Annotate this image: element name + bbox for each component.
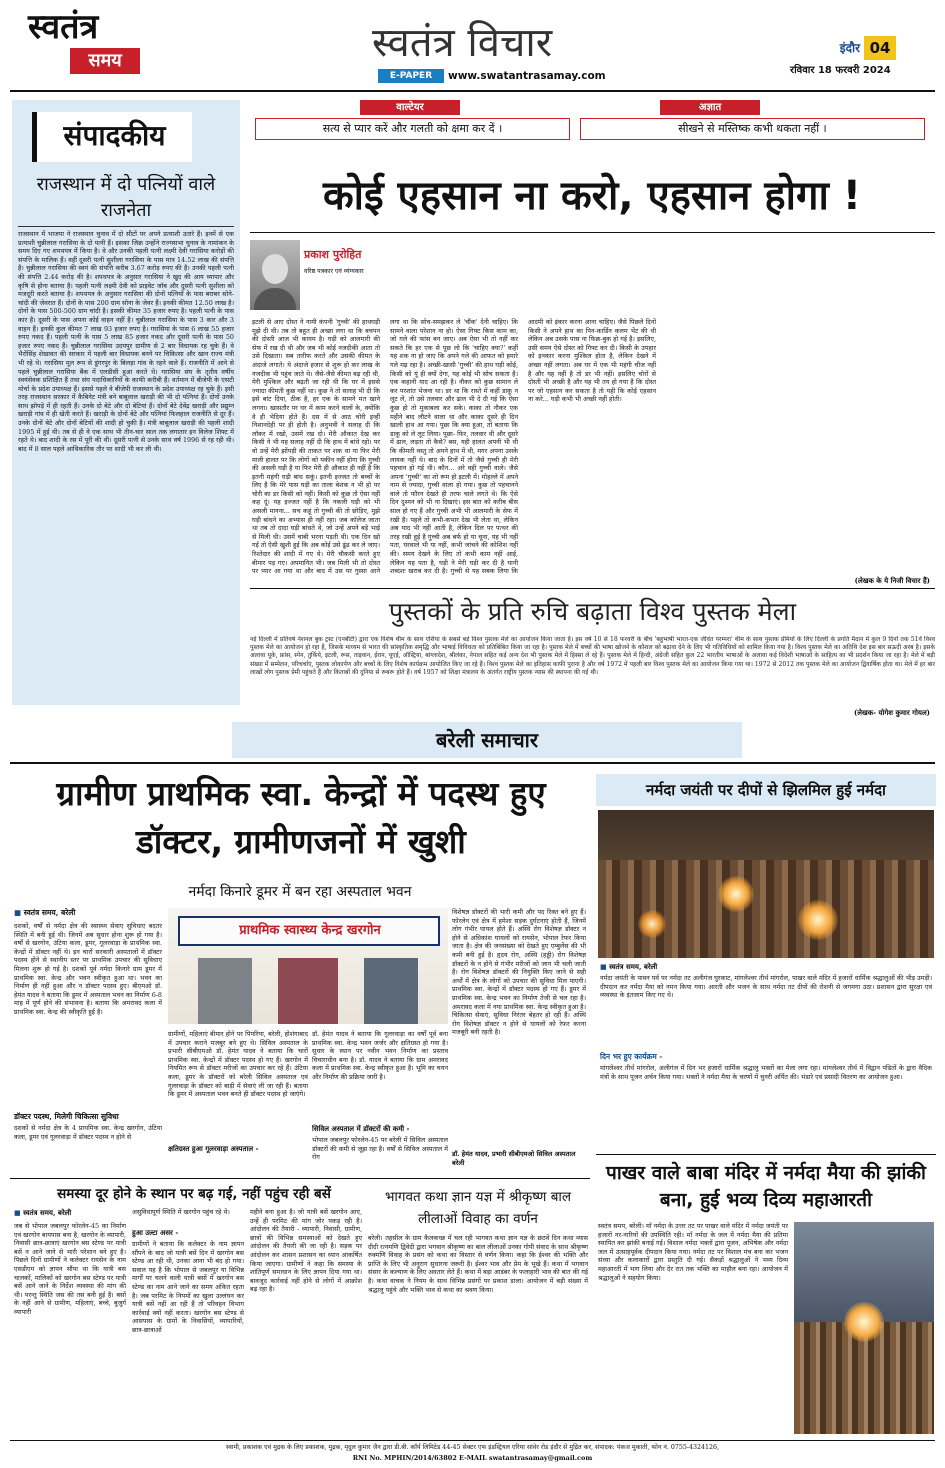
editorial-body: राजस्थान में भाजपा ने राजस्थान चुनाव में दो सीटों पर अपने प्रत्याशी उतारे हैं। इनमें से एक प्रत्याशी चुन्नीलाल गरासिया के दो पत्नी हैं। इसका जिक्र उन्होंने राज्यसभा चुनाव के नामांकन के समय दिए गए शपथपत्र में किया है। वे और उनकी पहली पत्नी लक्ष्मी देवी गरासिया करोड़ों की संपत्ति के मालिक हैं। वहीं दूसरी पत्नी सुशीला गरासिया के पास मात्र 14.52 लाख की संपत्ति है। चुन्नीलाल गरासिया की स्वयं की संपत्ति करीब 3.67 करोड़ रुपए की है। उनकी पहली पत्नी की संपत्ति 2.44 करोड़ की है। शपथपत्र के अनुसार गरासिया ने खुद की आय व्यापार और कृषि से होना बताया है। पहली पत्नी लक्ष्मी देवी को प्राइवेट जॉब और दूसरी पत्नी सुशीला को मजदूरी करते बताया है। शपथपत्र के अनुसार गरासिया की दोनों पत्नियों के पास बराबर सोने-चांदी की जेवरात हैं। दोनों के पास 200 ग्राम सोना के जेवर हैं। इनकी कीमत 12.50 लाख है। दोनों के पास 500-500 ग्राम चांदी है। इसकी कीमत 35 हजार रुपए है। पहली पत्नी के पास कार है। दूसरी के पास अपना कोई वाहन नहीं है। चुन्नीलाल गरासिया के पास 3 कार और 3 वाहन हैं। इनकी कुल कीमत 7 लाख 93 हजार रुपए है। गरासिया के पास 6 लाख 55 हजार रुपए नकद हैं। पहली पत्नी के पास 5 लाख 85 हजार नकद और दूसरी पत्नी के पास 50 हजार रुपए नकद हैं। चुन्नीलाल गरासिया उदयपुर ग्रामीण से 2 बार विधायक रह चुके हैं। वे भैरोंसिंह शेखावत की सरकार में पहली बार विधायक बनने पर चिकित्सा और खान राज्य मंत्री भी रहे थे। गरासिया मूल रूप से डूंगरपुर के बिलड़ा गांव के रहने वाले हैं। राजनीति में आने से पहले चुन्नीलाल गरासिया बैंक में एलडीसी हुआ करते थे। गरासिया संघ के तृतीय वर्षीय स्वयंसेवक प्रशिक्षित हैं तथा संघ पदाधिकारियों के काफी करीबी हैं। वर्तमान में बीजेपी के एसटी मोर्चा के प्रदेश उपाध्यक्ष हैं। इससे पहले वे बीजेपी राजस्थान के प्रदेश उपाध्यक्ष रह चुके हैं। इसी तरह राजस्थान सरकार में कैबिनेट मंत्री बने बाबूलाल खराड़ी की भी दो पत्नियां हैं। दोनों उनके साथ झोपड़े में ही रहती हैं। उनके दो बेटे और दो बेटियां हैं। दोनों बेटे देवेंद्र खराड़ी और प्रद्युम्न खराड़ी गांव में ही खेती करते हैं। खराड़ी के दोनों बेटे और पत्नियां फिलहाल राजनीति से दूर हैं। उनके दोनों बेटे और दोनों बेटियों की शादी हो चुकी है। मंत्री बाबूलाल खराड़ी की पहली शादी 1995 में हुई थी। तब से ही वे एक साथ भी तीन-चार साल तक लगातार इन विलेज शिफ्ट में रहते थे। बाद शादी के रस में पूरी की थी। दूसरी पत्नी से उनके साथ वर्ष 1996 से रह रही थी। बाद में 8 साल पहले आधिकारिक तौर पर शादी भी कर ली थी।	[18, 230, 234, 453]
narmada-dateline-text: स्वतंत्र समय, बरेली	[609, 962, 658, 971]
hospital-sign-text: प्राथमिक स्वास्थ्य केन्द्र खरगोन	[239, 923, 381, 938]
quote-left-label: वाल्टेयर	[360, 100, 460, 115]
aarti-headline: पाखर वाले बाबा मंदिर में नर्मदा मैया की झांकी बना, हुई भव्य दिव्य महाआरती	[606, 1162, 926, 1211]
masthead	[0, 0, 945, 92]
bareilly-section-banner	[232, 722, 742, 758]
bus-col2-head: हुआ उल्टा असर -	[132, 1228, 179, 1237]
editorial-rule	[18, 226, 234, 227]
bus-top-rule	[10, 1178, 590, 1179]
bhagwat-body: बरेली। तहसील के ग्राम कैलकच्छ में चल रही भागवत कथा ज्ञान यज्ञ के छठवें दिन कथा व्यास दीदी रत्नमणि द्विवेदी द्वारा भगवान श्रीकृष्ण का बाल लीलाओं उनका गोपी संवाद के साथ श्रीकृष्ण रुक्मणि विवाह के प्रसंग को कथा का विस्तार से वर्णन किया। कहा कि ईश्वर की भक्ति और प्राप्ति के लिए भी अनुराग सुधारना जरूरी है। ईश्वर भाव और प्रेम के भूखे हैं। कथा में भगवान संसार के कल्याण के लिए अवतार लेते हैं। कथा में बड़ा आडंबर के फलाहारी भाव की बात की गई है। कथा वाचक ने नियम के साथ विभिन्न प्रसंगों पर प्रकाश डाला। आयोजन में बड़ी संख्या में श्रद्धालु पहुंचे और भक्ति भाव से कथा का श्रवण किया।	[368, 1234, 588, 1294]
narmada-headline-box	[596, 774, 936, 806]
quote-right-label: अज्ञात	[660, 100, 760, 115]
bus-col1: जब से भोपाल जबलपुर फोरलेन-45 का निर्माण एवं खरगोन बायपास बना है, खरगोन के व्यापारी, निवासी छात्र-छात्राएं खरगोन बस स्टेण्ड पर यात्री बसें न आने जाने से भारी परेशान बने हुए है। पिछले दिनों ग्रामीणों ने कलेक्टर रायसेन के नाम एसडीएम को ज्ञापन सौंपा था कि यात्री बस चालकों, मालिकों को खरगोन बस स्टेण्ड पर यात्री बसें आने जाने के निर्देश व्यवस्था की मांग की थी। परन्तु स्थिति जस की तस बनी हुई है। बसों के नहीं आने से ग्रामीण, महिलाएं, बच्चे, बुजुर्ग व्यापारी	[14, 1222, 126, 1316]
footer-line2: RNI No. MPHIN/2014/63802 E-MAIL swatantrasamay@gmail.com	[352, 1454, 593, 1462]
bus-col2a: असुविधापूर्ण स्थिति में खरगोन पहुंच रहे थे।	[132, 1208, 230, 1216]
bareilly-rule	[10, 762, 935, 764]
edition-city: इंदौर	[839, 41, 860, 55]
aarti-top-rule	[596, 1154, 936, 1155]
logo	[28, 8, 148, 78]
author-shoulders	[254, 288, 296, 310]
aarti-flame	[844, 1302, 884, 1342]
lamp-glow-3	[638, 910, 666, 938]
bareilly-col3b-head: सिविल अस्पताल में डॉक्टरों की कमी -	[312, 1124, 410, 1133]
narmada-sub-body: मांगलेश्वर तीर्थ मांगरोल, अलीगंज में दिन भर हजारों धार्मिक श्रद्धालु भक्तों का मेला लगा रहा। मांगलेश्वर तीर्थ में विद्वान पंडितों के द्वारा वैदिक मंत्रों के साथ पूजन अर्चन किया गया। भक्तों ने नर्मदा मैया के चरणों में चुनरी अर्पित की। भंडारे एवं प्रसादी वितरण का आयोजन हुआ।	[600, 1064, 932, 1081]
narmada-sub-head: दिन भर हुए कार्यक्रम -	[600, 1052, 663, 1061]
narmada-body: नर्मदा जयंती के पावन पर्व पर नर्मदा तट अलीगंज घुरकाट, मांगलेश्वर तीर्थ मांगरोल, पाखर वाले मंदिर में हजारों धार्मिक श्रद्धालुओं की भीड़ उमड़ी। दीपदान कर नर्मदा मैया को नमन किया गया। आरती और भजन के साथ नर्मदा तट दीपों की रोशनी से जगमगा उठा। प्रशासन द्वारा सुरक्षा एवं व्यवस्था के इंतजाम किए गए थे।	[600, 974, 932, 1000]
epaper-badge: E-PAPER	[378, 69, 444, 83]
lead-sig: (लेखक के ये निजी विचार हैं)	[854, 576, 930, 585]
masthead-rule	[10, 90, 935, 92]
bareilly-col2-tail: क्षतिग्रस्त हुआ गूलरवाड़ा अस्पताल -	[168, 1144, 259, 1153]
bareilly-col1: दशकों, वर्षों से नर्मदा क्षेत्र की स्वास्थ्य सेवाए सुविधाए बदतर स्थिति में बनी हुई थी। जिनमें अब सुधार होना शुरू हो गया है। वर्षों से खरगोन, उंटिया कला, डूमर, गूलरवाड़ा के प्राथमिक स्वा. केन्द्रों में डॉक्टर नहीं थे। इन चारों सरकारी अस्पतालों में डॉक्टर पदस्थ होने से स्थानीय स्तर पर प्राथमिक उपचार की सुविधाए मिलना शुरू हो गई है। दशकों पूर्व नर्मदा किनारे ग्राम डूमर में प्राथमिक स्वा. केन्द्र और भवन स्वीकृत हुआ था। भवन का निर्माण ही नहीं हुआ और न डॉक्टर पदस्थ हुए। बीएमओ डॉ. हेमंत यादव ने बताया कि डूमर में अस्पताल भवन का निर्माण 6-8 माह में पूर्ण होने की संभावना है। बताया कि अमरावद कला में प्राथमिक स्वा. केन्द्र की स्वीकृति हुई है।	[14, 922, 162, 1016]
dateline-marker-icon: ■	[14, 908, 24, 917]
bareilly-col4-sig: डॉ. हेमंत यादव, प्रभारी सीबीएमओ सिविल अस्पताल बरेली	[452, 1150, 576, 1167]
hospital-photo	[168, 908, 448, 1024]
bareilly-col3b: भोपाल जबलपुर फोरलेन-45 पर बरेली में सिविल अस्पताल डॉक्टरों की कमी से जूझ रहा है। वर्षों से सिविल अस्पताल में रोग	[312, 1136, 448, 1162]
bookfair-body: नई दिल्ली में प्रतिवर्ष नेशनल बुक ट्रस्ट (एनबीटी) द्वारा एक विशेष थीम के साथ एशिया के सबसे बड़े विश्व पुस्तक मेले का आयोजन किया जाता है। इस वर्ष 10 से 18 फरवरी के बीच 'बहुभाषी भारत-एक जीवंत परम्परा' थीम के साथ पुस्तक प्रेमियों के लिए दिल्ली के प्रगति मैदान में कुल 9 दिनों तक 51वें विश्व पुस्तक मेले का आयोजन हो रहा है, जिसके माध्यम से भारत की सांस्कृतिक समृद्धि और भाषाई विविधता को प्रतिबिंबित किया जा रहा है। पुस्तक मेले में बच्चों की भाषा खोजने के कौशल को बढ़ावा देने के लिए भी गतिविधियों को शामिल किया गया है। विश्व पुस्तक मेले का अतिथि देश इस बार सऊदी अरब है। इसके अलावा यूके, फ्रांस, स्पेन, तुर्किये, इटली, रूस, ताइवान, ईरान, यूएई, ऑस्ट्रिया, बांग्लादेश, श्रीलंका, नेपाल सहित कई अन्य देश भी पुस्तक मेले में हिस्सा ले रहे हैं। पुस्तक मेले में हिन्दी, अंग्रेजी सहित कुल 22 भारतीय भाषाओं के अलावा कई विदेशी भाषाओं के साहित्य का भी प्रदर्शन किया जा रहा है। मेले में बड़ी संख्या में सम्मेलन, परिचर्चाएं, पुस्तक लोकार्पण और बच्चों के लिए विशेष कार्यक्रम आयोजित किए जा रहे हैं। विश्व पुस्तक मेले का इतिहास काफी पुराना है और वर्ष 1972 में पहली बार विश्व पुस्तक मेले का आयोजन किया गया था। 1972 से 2012 तक पुस्तक मेले का आयोजन द्विवार्षिक होता था। मेले में हर बार लाखों लोग पुस्तक प्रेमी पहुंचते हैं और किताबों की दुनिया से रूबरू होते हैं। वर्ष 1957 को शिक्षा मंत्रालय के अंतर्गत राष्ट्रीय पुस्तक न्यास की स्थापना की गई थी।	[250, 636, 935, 676]
hospital-sign	[178, 916, 440, 946]
bus-dateline	[14, 1208, 114, 1218]
bus-headline: समस्या दूर होने के स्थान पर बढ़ गई, नहीं पहुंच रही बसें	[57, 1186, 331, 1202]
editorial-headline: राजस्थान में दो पत्नियों वाले राजनेता	[36, 174, 216, 221]
quote-right-text: सीखने से मस्तिष्क कभी थकता नहीं ।	[580, 118, 925, 140]
bareilly-dateline	[14, 908, 164, 918]
bareilly-section-title: बरेली समाचार	[435, 728, 539, 752]
hospital-door-right	[364, 958, 418, 1024]
aarti-body: स्वतंत्र समय, बरेली। माँ नर्मदा के उत्तर तट पर पाखर वाले मंदिर में नर्मदा जयंती पर हजारों नर-नारियों की उपस्थिति रही। माँ नर्मदा के जल में नर्मदा मैया की प्रतिमा स्थापित कर झांकी बनाई गई। विशाल नर्मदा भक्तों द्वारा पूजन, अभिषेक और नर्मदा जल में उत्साहपूर्वक दीपदान किया गया। नर्मदा तट पर विशाल मंच बना कर भजन संध्या और कलाकारों द्वारा प्रस्तुति दी गई। सैकड़ों श्रद्धालुओं ने भव्य दिव्य महाआरती में भाग लिया और देर रात तक भक्ति का माहौल बना रहा। आयोजन में श्रद्धालुओं ने सहयोग किया।	[598, 1222, 788, 1282]
lead-headline: कोई एहसान ना करो, एहसान होगा !	[322, 173, 862, 219]
editorial-section-title: संपादकीय	[32, 112, 192, 162]
bareilly-col3: डॉ. हेमंत यादव ने बताया कि गूलरवाड़ा का वर्षों पूर्व बना प्राथमिक स्वा. केन्द्र भवन जर्जर और क्षतिग्रस्त हो गया है। सुधार के स्थान पर नवीन भवन निर्माण का प्रस्ताव विचाराधीन बना है। डॉ. यादव ने बताया कि ग्राम अमरावद कला में प्राथमिक स्वा. केन्द्र स्वीकृत हुआ है। भूमि का चयन और निर्माण की प्रक्रिया जारी है।	[312, 1030, 448, 1081]
lead-body: इटली से आए दोस्त ने नामी कंपनी 'गुच्ची' की हाथघड़ी मुझे दी थी। तब तो बहुत ही अच्छा लगा था कि बचपन की दोस्ती आज भी कायम है। घड़ी को आलमारी की सेफ में रख दी थी और जब भी कोई नजदीकी आता तो उसे दिखाता। सब तारीफ करते और उसकी कीमत के अंदाजे लगाते। ये अंदाजे हजार से शुरू हो कर लाख के नजदीक भी पहुंच जाते थे। जैसे-जैसे कीमत बढ़ रही थी, मेरी मुश्किल और बढ़ती जा रही थी कि घर में इससे ज्यादा कीमती कुछ नहीं था। कुछ ने तो सलाह भी दी कि इसे बांट दिया, ठीक है, हर एक के सामने मत खाने लगना। खासतौर पर घर में काम करने वालों के, क्योंकि वे ही भेदिया होते हैं। दस में से आठ चोरी इन्हीं निशानदेही पर ही होती है। अनुभवी ने सलाह दी कि लॉकर में रखो, उसमें रख दो। मेरी औकात देख कर किसी ने भी यह सलाह नहीं दी कि हाथ में बांधे रहो। पर वो उन्हें मेरी झोंपड़ी की ताकत पर शक था या फिर मेरी माली हालत पर कि लोगों को यकीन नहीं होगा कि गुच्ची की असली घड़ी है या फिर मेरी ही औकात ही नहीं है कि इतनी महंगी घड़ी बांध सकूं। इतनी इज्जत तो बच्चों के लिए है कि मेरे पास घड़ी का ताला बेशक न भी हो पर चोरी का डर किसी को नहीं। किसी को कुछ तो ऐसा नहीं कह दूं। यह इज्जत नहीं है कि नकली घड़ी को भी असली मानना... सच कहूं तो गुच्ची की तो छोड़िए, मुझे घड़ी बांधने का अभ्यास ही नहीं रहा। जब कॉलेज जाता था तब तो दादा घड़ी बांधते थे, जो उन्हें अपने बड़े भाई से मिली थी। उसमें चाबी भरना पड़ती थी। एक दिन खो गई तो ऐसी खुशी हुई कि अब कोई उसे ढूंढ कर ले जाए। रिश्तेदार की शादी में गए थे। मेरी चौकसी करते हुए बीमार पड़ गए। अपमानित भी। जब मिली भी तो दोस्त पर प्यार आ गया था और बाद में उस पर गुस्सा आने लगा था कि सोच-समझकर ले 'चौंक' देनी चाहिए। कि सामने वाला परेशान ना हो। ऐसा गिफ्ट किस काम का, जो गले की फांस बन जाए। अब ऐसा भी तो नहीं कर सकते कि हर एक से पूछ लो कि 'चाहिए क्या?' कहीं यह शक ना हो जाए कि अपने गले की आफत को हमारे गले मढ़ रहा है। अच्छी-खासी 'गुच्ची' की हाथ घड़ी कोई, किसी को यूं ही क्यों देगा, यह कोई भी सोच सकता है। एक कहानी याद आ रही है। नौकर को कुछ सामान ले कर परशांत भेजना था। डर था कि रास्ते में कहीं डाकू न लूट लें, तो उसे तलवार और ढाल भी दे दी गई कि ऐसा कुछ हो तो मुकाबला कर सके। काका तो नौकर एक महीने बाद लौटने वाला था और काका दूसरे ही दिन खाली हाथ आ गया। पूछा कि क्या हुआ, तो बताया कि डाकू को ले लूट लिया। पूछा- फिर, तलवार थी और दूसरे में ढाल, लड़ता तो कैसे? बस, यही हालत अपनी भी थी कि कीमती वस्तु तो अपने हाथ में थी, मगर अपना उसके लायक नहीं थे। बाद के दिनों में तो जैसे गुच्ची ही मेरी पहचान हो गई थी। कौन... अरे वही गुच्ची वाले। जैसे अपना 'गुच्ची' का शो रूम हो इटली में। मोहल्ले में अपने नाम से ज्यादा, गुच्ची वाला हो गया। कुछ तो पहचानने वाले तो फौरन देखते ही तरफ चाले लगते थे। कि ऐसे दिन दुश्मन को भी ना दिखाएं। इस बात को करीब बीस साल हो गए हैं और गुच्ची अभी भी आलमारी के सेफ में रखी है। पहले तो कभी-कभार देख भी लेता था, लेकिन अब याद भी नहीं आती है, लेकिन दिल पर पत्थर की तरह रखी हुई है गुच्ची अब बर्फ हो या चूना, यह भी नहीं पता, घरवाले भी या नहीं, कभी जांचने की कोशिश नहीं की। समय देखने के लिए तो कभी काम नहीं आई, लेकिन यह पता है, घड़ी ने मेरी घड़ी कर दी है यानी शब्दशः खराब कर दी है। गुच्ची से यह सबक लिया कि आदमी को इंकार करना आना चाहिए। जैसे पिछले दिनों किसी ने अपने हाथ का पिन-कार्डिन कलम भेंट की थी लेकिन अब उसके पास ना फिक्र-बुक हो गई है। इसलिए, उसी समय ऐसे दोस्त को गिफ्ट कर दी। किसी के उपहार को इनकार करना मुश्किल होता है, लेकिन देखने में अच्छा नहीं लगता। अब घर में एक भी महंगी चीज नहीं है और यह नहीं है तो डर भी नहीं। इसलिए चोरों से दोस्ती भी अच्छी है और यह भी तय हो गया है कि दोस्त पर जो एहसान कर सकता है तो यही कि कोई एहसान ना करे... घड़ी कभी भी अच्छी नहीं होती।	[252, 318, 656, 576]
bareilly-subhead: नर्मदा किनारे डूमर में बन रहा अस्पताल भवन	[188, 884, 412, 900]
bhagwat-headline: भागवत कथा ज्ञान यज्ञ में श्रीकृष्ण बाल लीलाओं विवाह का वर्णन	[384, 1189, 572, 1227]
bareilly-headline: ग्रामीण प्राथमिक स्वा. केन्द्रों में पदस्थ हुए डॉक्टर, ग्रामीणजनों में खुशी	[56, 774, 546, 861]
narmada-headline: नर्मदा जयंती पर दीपों से झिलमिल हुई नर्मदा	[646, 781, 886, 799]
logo-bottom: समय	[70, 48, 140, 74]
site-url[interactable]: www.swatantrasamay.com	[448, 70, 606, 82]
quote-left-text: सत्य से प्यार करें और गलती को क्षमा कर दें ।	[255, 118, 570, 140]
footer-line1: स्वामी, प्रकाशक एवं मुद्रक के लिए प्रकाशक, मुद्रक, मृदुल कुमार जैन द्वारा डी.बी. कॉर्प लिमिटेड 44-45 सेक्टर एफ इंडस्ट्रियल एरिया सांवेर रोड इंदौर से मुद्रित कर, संपादक: पंकज मुकाती, फोन नं. 0755-4324126,	[225, 1444, 720, 1451]
bookfair-top-rule	[250, 588, 935, 589]
lead-headline-rule	[250, 232, 935, 233]
bus-col2b: ग्रामीणों ने बताया कि कलेक्टर के नाम ज्ञापन सौंपने के बाद जो यात्री बसें दिन में खरगोन बस स्टेण्ड आ रही थी, उनका आना भी बंद हो गया। सवाल यह है कि भोपाल से जबलपुर या विभिन्न मार्गों पर चलने वाली यात्री बसों में खरगोन बस स्टेण्ड का नाम आने जाने का समय अंकित रहता है। जब परमिट के नियमों का खुला उल्लंघन कर यात्री बसें नहीं आ रही हैं तो परिवहन विभाग कार्रवाई क्यों नहीं करता। खरगोन बस स्टेण्ड से आसपास के ग्रामों के निवासियों, व्यापारियों, छात्र-छात्राओं	[132, 1240, 244, 1334]
bareilly-col1b: दशकों से नर्मदा क्षेत्र के 4 प्राथमिक स्वा. केन्द्र खरगोन, उंटिया कला, डूमर एवं गूलरवाड़ा में डॉक्टर पदस्थ न होने से	[14, 1124, 162, 1141]
issue-date: रविवार 18 फरवरी 2024	[790, 65, 891, 76]
editorial-column	[12, 100, 240, 705]
author-name: प्रकाश पुरोहित	[304, 248, 362, 261]
bareilly-col2: ग्रामीणों, महिलाएं बीमार होने पर पिपरिया, बरेली, होशंगाबाद में उपचार कराने मजबूर बने हुए थे। सिविल अस्पताल के प्रभारी सीबीएमओ डॉ. हेमंत यादव ने बताया कि चारों प्राथमिक स्वा. केन्द्रों में डॉक्टर पदस्थ हो गए हैं। खरगोन में नियमित रूप से डॉक्टर मरीजों का उपचार कर रहे हैं। उंटिया कला, डूमर के डॉक्टरों को बरेली सिविल अस्पताल एवं गूलरवाड़ा के डॉक्टर को बाड़ी में सेवाएं ली जा रही हैं। बताया कि डूमर में अस्पताल भवन बनते ही डॉक्टर पदस्थ हो जाएंगे।	[168, 1030, 308, 1099]
hospital-door-mid	[278, 958, 338, 1024]
hospital-door-left	[198, 958, 252, 1024]
author-role: वरिष्ठ पत्रकार एवं व्यंग्यकार	[304, 268, 364, 275]
bareilly-dateline-text: स्वतंत्र समय, बरेली	[23, 908, 76, 917]
bus-dateline-text: स्वतंत्र समय, बरेली	[23, 1208, 72, 1217]
footer-rule	[10, 1440, 935, 1441]
bareilly-col1b-head: डॉक्टर पदस्थ, मिलेगी चिकित्सा सुविधा	[14, 1112, 119, 1121]
aarti-photo	[794, 1222, 934, 1434]
author-photo	[250, 240, 300, 310]
author-face	[262, 254, 288, 284]
narmada-dateline-icon: ■	[600, 962, 610, 971]
page-title: स्वतंत्र विचार	[372, 20, 553, 66]
page-number: 04	[864, 36, 896, 60]
lamp-glow-2	[798, 900, 838, 940]
bookfair-headline: पुस्तकों के प्रति रुचि बढ़ाता विश्व पुस्तक मेला	[388, 597, 797, 626]
narmada-dateline	[600, 962, 720, 972]
bareilly-col4: विशेषज्ञ डॉक्टरों की भारी कमी और पद रिक्त बने हुए हैं। फोरलेन एवं क्षेत्र में हमेशा सड़क दुर्घटनाएं होती हैं, जिनमें लोग गंभीर घायल होते हैं। अस्थि रोग विशेषज्ञ डॉक्टर न होने से अधिकांश घायलों को रायसेन, भोपाल रेफर किया जाता है। क्षेत्र की जनसंख्या को देखते हुए एम्बुलेंस की भी कमी बनी हुई है। हृदय रोग, अस्थि (हड्डी) रोग विशेषज्ञ डॉक्टरों के न होने से गंभीर मरीजों को जान भी चली जाती है। रोग विशेषज्ञ डॉक्टरों की नियुक्ति किए जाने से सही अर्थों में क्षेत्र के लोगों को उपचार की सुविधा मिल पाएगी। प्राथमिक स्वा. केन्द्रों में डॉक्टर पदस्थ हो गए हैं। डूमर में प्राथमिक स्वा. केन्द्र भवन का निर्माण तेजी से चल रहा है। अमरावद कला में नया प्राथमिक स्वा. केन्द्र स्वीकृत हुआ है। चिकित्सा सेवाएं, सुविधा निरंतर बेहतर हो रही हैं। अस्थि रोग विशेषज्ञ डॉक्टर न होने से घायलों को रेफर करना मजबूरी बनी रहती है।	[452, 908, 586, 1037]
bus-col3: महीने बना हुआ है। जो यात्री बसें खरगोन आए, उन्हें ही परमिट की मांग जोर पकड़ रही है। आंदोलन की तैयारी - व्यापारी, निवासी, ग्रामीण, छात्रों की विभिन्न समस्याओं को देखते हुए आंदोलन की तैयारी की जा रही है। सड़क पर आंदोलन कर शासन प्रशासन का ध्यान आकर्षित किया जाएगा। ग्रामीणों ने कहा कि समस्या के शांतिपूर्ण समाधान के लिए ज्ञापन दिया गया था। बावजूद कार्रवाई नहीं होने से लोगों में आक्रोश बढ़ रहा है।	[250, 1208, 362, 1294]
narmada-photo-crowd	[598, 860, 934, 958]
bus-dateline-icon: ■	[14, 1208, 24, 1217]
bookfair-sig: (लेखक- योगेश कुमार गोयल)	[853, 708, 930, 717]
lamp-glow-1	[718, 876, 754, 912]
logo-top: स्वतंत्र	[28, 7, 99, 47]
narmada-photo	[598, 810, 934, 958]
